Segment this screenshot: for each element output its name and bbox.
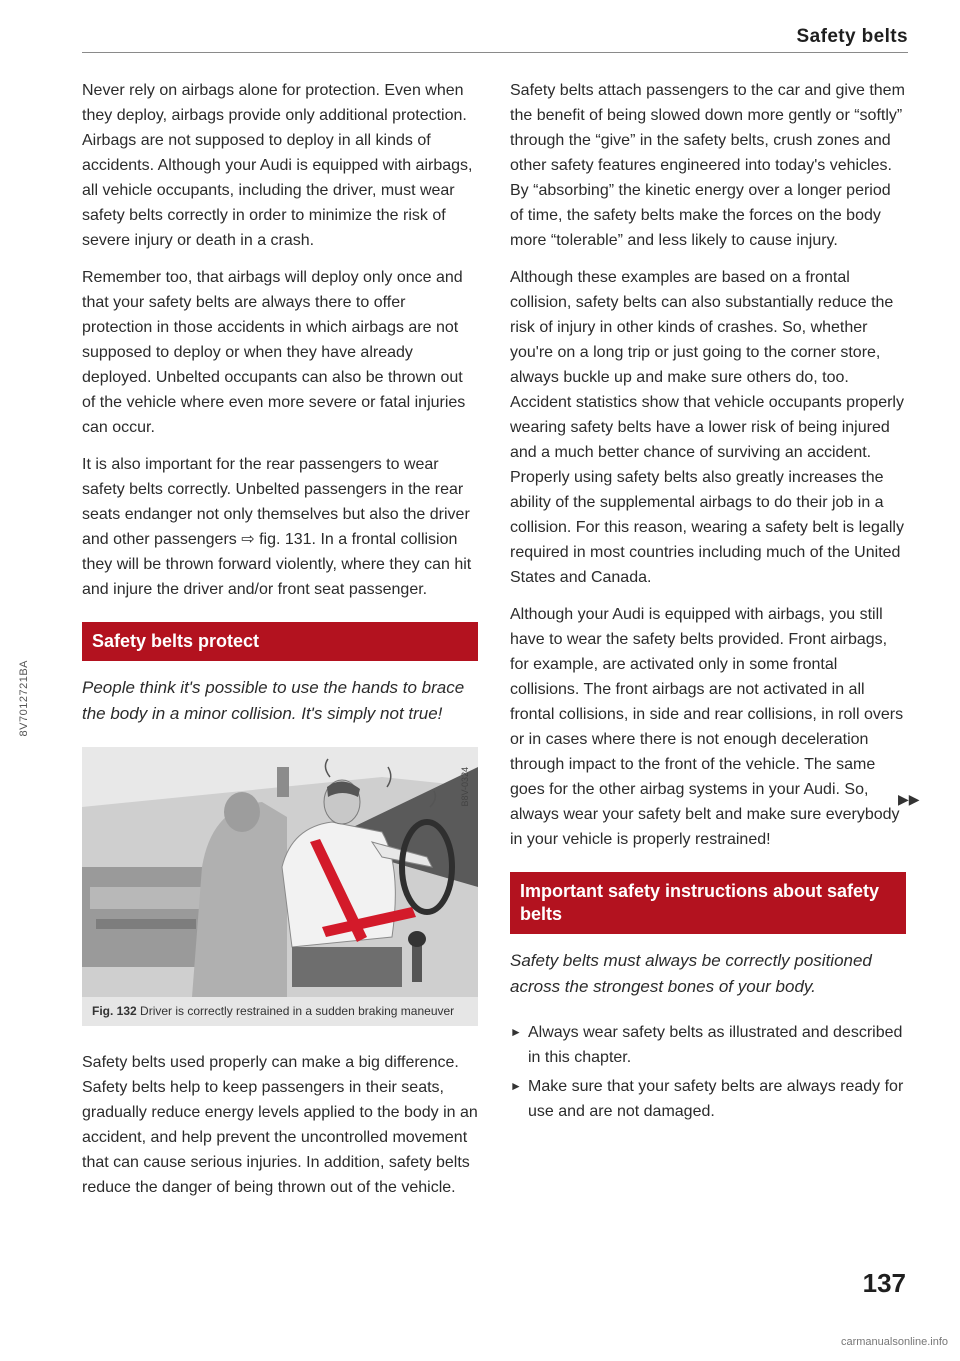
page-number: 137 [862,1268,906,1298]
paragraph: Safety belts used properly can make a big difference. Safety belts help to keep passengers in their seats, gradually reduce energy levels applied to the body in an accident, and help prevent the uncontrolled movement that can cause serious injuries. In addition, safety belts reduce the danger of being thrown out of the vehicle. [82,1054,478,1196]
list-item-text: Make sure that your safety belts are always ready for use and are not damaged. [528,1078,904,1120]
left-column [82,78,478,1212]
figure-code: B8V-0324 [460,767,470,807]
watermark: carmanualsonline.info [840,1336,948,1348]
figure-caption [82,997,478,1026]
bullet-arrow-icon: ► [510,1079,522,1093]
section-heading-safety-belts-protect: Safety belts protect [82,622,478,661]
continue-arrow-icon: ▶▶ [898,791,920,807]
paragraph: Although these examples are based on a frontal collision, safety belts can also substantially reduce the risk of injury in other kinds of crashes. So, whether you're on a long trip or just going to the corner store, always buckle up and make sure others do, too. Accident statistics show that vehicle occupants properly wearing safety belts have a lower risk of being injured and a much better chance of surviving an accident. Properly using safety belts also greatly increases the ability of the supplemental airbags to do their job in a collision. For this reason, wearing a safety belt is legally required in most countries including much of the United States and Canada. [510,269,904,586]
list-item [510,1020,906,1070]
list-item [510,1074,906,1124]
running-header-title: Safety belts [796,26,908,47]
section-heading-important-instructions: Important safety instructions about safety belts [510,872,906,934]
paragraph: Never rely on airbags alone for protection. Even when they deploy, airbags provide only additional protection. Airbags are not supposed to deploy in all kinds of accidents. Although your Audi is equipped with airbags, all vehicle occupants, including the driver, must wear safety belts correctly in order to minimize the risk of severe injury or death in a crash. [82,82,473,249]
paragraph: Although your Audi is equipped with airbags, you still have to wear the safety belts provided. Front airbags, for example, are activated only in some frontal collisions. The front airbags are not activated in all frontal collisions, in side and rear collisions, in roll overs or in cases where there is not enough deceleration through impact to the front of the vehicle. The same goes for the other airbag systems in your Audi. So, always wear your safety belt and make sure everybody in your vehicle is properly restrained! [510,606,904,848]
right-column [510,78,906,1128]
figure-132 [82,747,478,1026]
figure-caption-text: Driver is correctly restrained in a sudden braking maneuver [140,1004,455,1018]
paragraph: It is also important for the rear passengers to wear safety belts correctly. Unbelted passengers in the rear seats endanger not only themselves but also the driver and other passengers ⇨ fig. 131. In a frontal collision they will be thrown forward violently, where they can hit and injure the driver and/or front seat passenger. [82,456,472,598]
document-code: 8V7012721BA [18,660,30,737]
list-item-text: Always wear safety belts as illustrated and described in this chapter. [528,1024,903,1066]
instruction-list [510,1020,906,1124]
header-rule [82,52,908,53]
bullet-arrow-icon: ► [510,1025,522,1039]
paragraph: Safety belts attach passengers to the car and give them the benefit of being slowed down more gently or “softly” through the “give” in the safety belts, crush zones and other safety features engineered into today's vehicles. By “absorbing” the kinetic energy over a longer period of time, the safety belts make the forces on the body more “tolerable” and less likely to cause injury. [510,82,905,249]
figure-label: Fig. 132 [92,1004,137,1018]
paragraph: Remember too, that airbags will deploy only once and that your safety belts are always there to offer protection in those accidents in which airbags are not supposed to deploy or when they have already deployed. Unbelted occupants can also be thrown out of the vehicle where even more severe or fatal injuries can occur. [82,269,466,436]
section-intro: People think it's possible to use the hands to brace the body in a minor collision. It's simply not true! [82,678,465,723]
driver-illustration [82,747,478,997]
section-intro: Safety belts must always be correctly positioned across the strongest bones of your body. [510,951,872,996]
